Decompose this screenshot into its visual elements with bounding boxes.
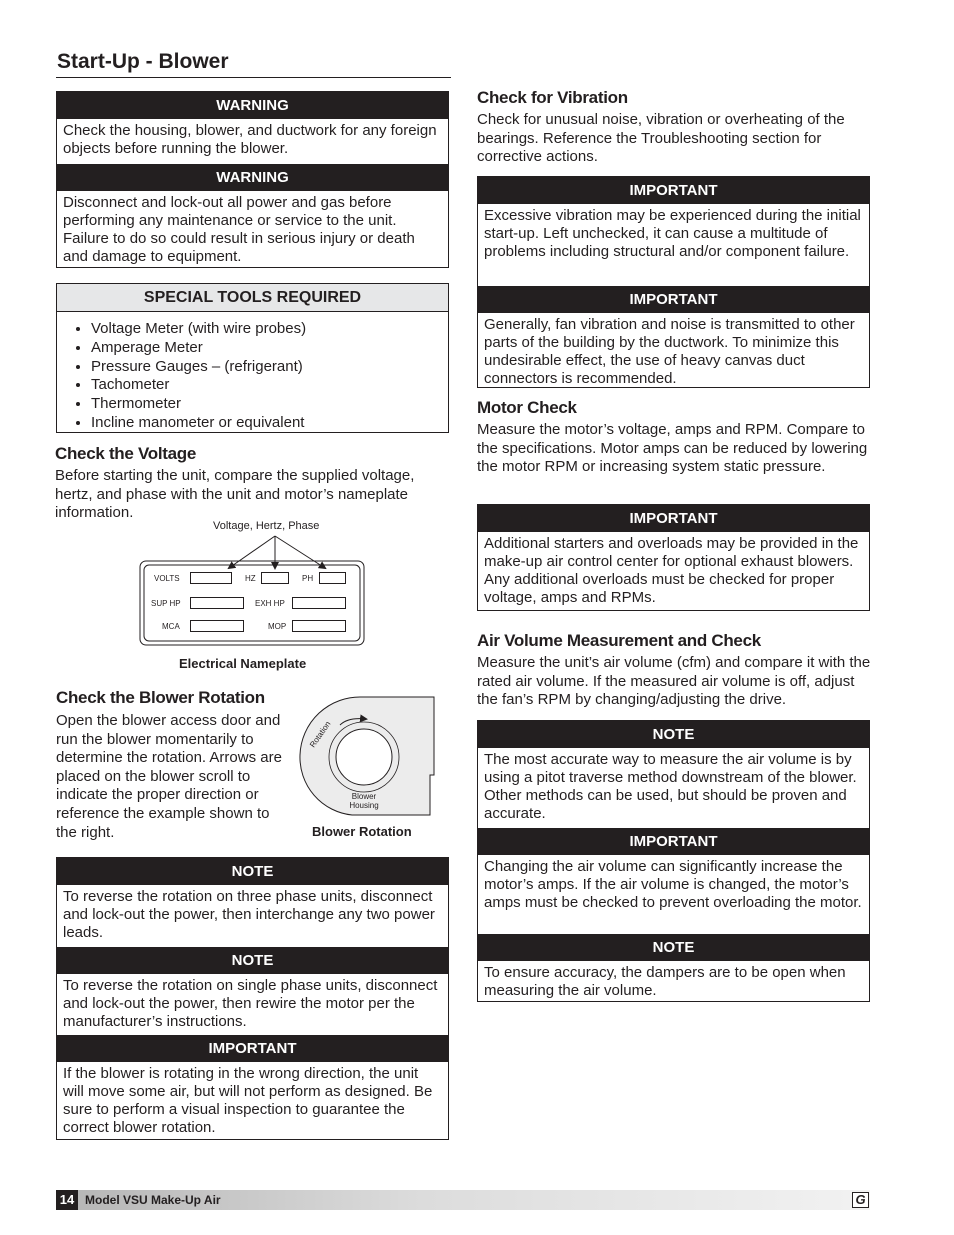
rotation-notes-box [56, 857, 449, 1140]
blower-rotation-heading: Check the Blower Rotation [56, 688, 265, 707]
note-text: To reverse the rotation on three phase units, disconnect and lock-out the power, then interchange any two power leads. [63, 888, 435, 941]
tool-list-item: • Amperage Meter [91, 339, 448, 358]
tool-list-item: • Voltage Meter (with wire probes) [91, 320, 448, 339]
important-text: Additional starters and overloads may be provided in the make-up air control center for optional exhaust blowers. Any additional overloads must be checked for proper voltage, amps and RPMs. [484, 535, 859, 606]
footer-model-name: Model VSU Make-Up Air [85, 1193, 221, 1207]
nameplate-exh-hp-field [292, 597, 346, 609]
check-vibration-text: Check for unusual noise, vibration or overheating of the bearings. Reference the Troubleshooting section for corrective actions. [477, 111, 845, 166]
important-text: If the blower is rotating in the wrong direction, the unit will move some air, but will not perform as designed. Be sure to perform a visual inspection to guarantee the correct blower rotation. [63, 1065, 433, 1136]
nameplate-diagram [130, 530, 380, 650]
title-divider [56, 77, 451, 78]
warning-header: WARNING [57, 164, 448, 191]
important-header: IMPORTANT [57, 1035, 448, 1062]
blower-rotation-text: Open the blower access door and run the blower momentarily to determine the rotation. Arrows are placed on the blower scroll to indicate the proper direction or reference the example shown to the right. [56, 712, 282, 841]
warning-text: Disconnect and lock-out all power and gas before performing any maintenance or service to the unit. Failure to do so could result in serious injury or death and damage to equipment. [63, 194, 415, 265]
note-header: NOTE [478, 721, 869, 748]
nameplate-volts-field [190, 572, 232, 584]
important-text: Excessive vibration may be experienced during the initial start-up. Left unchecked, it can cause a multitude of problems including structural and/or component failure. [484, 207, 861, 260]
important-header: IMPORTANT [478, 828, 869, 855]
air-volume-heading: Air Volume Measurement and Check [477, 631, 761, 650]
note-header: NOTE [57, 947, 448, 974]
important-header: IMPORTANT [478, 286, 869, 313]
note-text: To ensure accuracy, the dampers are to be open when measuring the air volume. [484, 964, 846, 999]
motor-important-box [477, 504, 870, 611]
nameplate-hz-field [261, 572, 289, 584]
warning-header: WARNING [57, 92, 448, 119]
air-volume-notes-box [477, 720, 870, 1002]
nameplate-callout: Voltage, Hertz, Phase [213, 520, 320, 532]
blower-housing-label-line: Housing [349, 801, 379, 810]
page-number: 14 [56, 1190, 78, 1210]
nameplate-mop-label: MOP [268, 622, 287, 631]
motor-check-heading: Motor Check [477, 398, 577, 417]
nameplate-exh-hp-label: EXH HP [255, 599, 285, 608]
check-voltage-heading: Check the Voltage [55, 444, 197, 463]
motor-check-text: Measure the motor’s voltage, amps and RPM. Compare to the specifications. Motor amps can be reduced by lowering the motor RPM or increasing system static pressure. [477, 421, 868, 476]
important-text: Generally, fan vibration and noise is transmitted to other parts of the building by the ductwork. To minimize this undesirable effect, the use of heavy canvas duct connectors is recommended. [484, 316, 855, 387]
air-volume-text: Measure the unit’s air volume (cfm) and compare it with the rated air volume. If the measured air volume is off, adjust the fan’s RPM by changing/adjusting the drive. [477, 654, 871, 709]
important-header: IMPORTANT [478, 505, 869, 532]
note-header: NOTE [478, 934, 869, 961]
nameplate-mca-field [190, 620, 244, 632]
note-text: The most accurate way to measure the air volume is by using a pitot traverse method downstream of the blower. Other methods can be used, but should be proven and accurate. [484, 751, 857, 822]
tool-list-item: • Tachometer [91, 376, 448, 395]
nameplate-sup-hp-label: SUP HP [151, 599, 181, 608]
note-header: NOTE [57, 858, 448, 885]
check-vibration-heading: Check for Vibration [477, 88, 628, 107]
nameplate-hz-label: HZ [245, 574, 256, 583]
nameplate-mop-field [292, 620, 346, 632]
blower-rotation-caption: Blower Rotation [312, 824, 412, 839]
brand-logo: G [852, 1192, 869, 1208]
vibration-important-box [477, 176, 870, 388]
nameplate-mca-label: MCA [162, 622, 180, 631]
special-tools-header: SPECIAL TOOLS REQUIRED [57, 284, 448, 312]
note-text: To reverse the rotation on single phase units, disconnect and lock-out the power, then rewire the motor per the manufacturer’s instructions. [63, 977, 438, 1030]
blower-housing-label [338, 792, 390, 810]
important-header: IMPORTANT [478, 177, 869, 204]
check-voltage-text: Before starting the unit, compare the supplied voltage, hertz, and phase with the unit and motor’s nameplate information. [55, 467, 415, 522]
rotation-label: Rotation [308, 719, 333, 750]
important-text: Changing the air volume can significantly increase the motor’s amps. If the air volume is changed, the motor’s amps must be checked to prevent overloading the motor. [484, 858, 862, 911]
tool-list-item: • Pressure Gauges – (refrigerant) [91, 358, 448, 377]
nameplate-ph-field [319, 572, 346, 584]
special-tools-box [56, 283, 449, 433]
tool-list-item: • Incline manometer or equivalent [91, 414, 448, 433]
blower-housing-label-line: Blower [351, 792, 377, 801]
tool-list-item: • Thermometer [91, 395, 448, 414]
nameplate-sup-hp-field [190, 597, 244, 609]
nameplate-ph-label: PH [302, 574, 314, 583]
page-title: Start-Up - Blower [57, 50, 229, 73]
tools-list [57, 312, 448, 437]
warning-text: Check the housing, blower, and ductwork for any foreign objects before running the blower. [63, 122, 437, 157]
warning-box [56, 91, 449, 268]
nameplate-volts-label: VOLTS [154, 574, 180, 583]
nameplate-caption: Electrical Nameplate [179, 656, 307, 671]
